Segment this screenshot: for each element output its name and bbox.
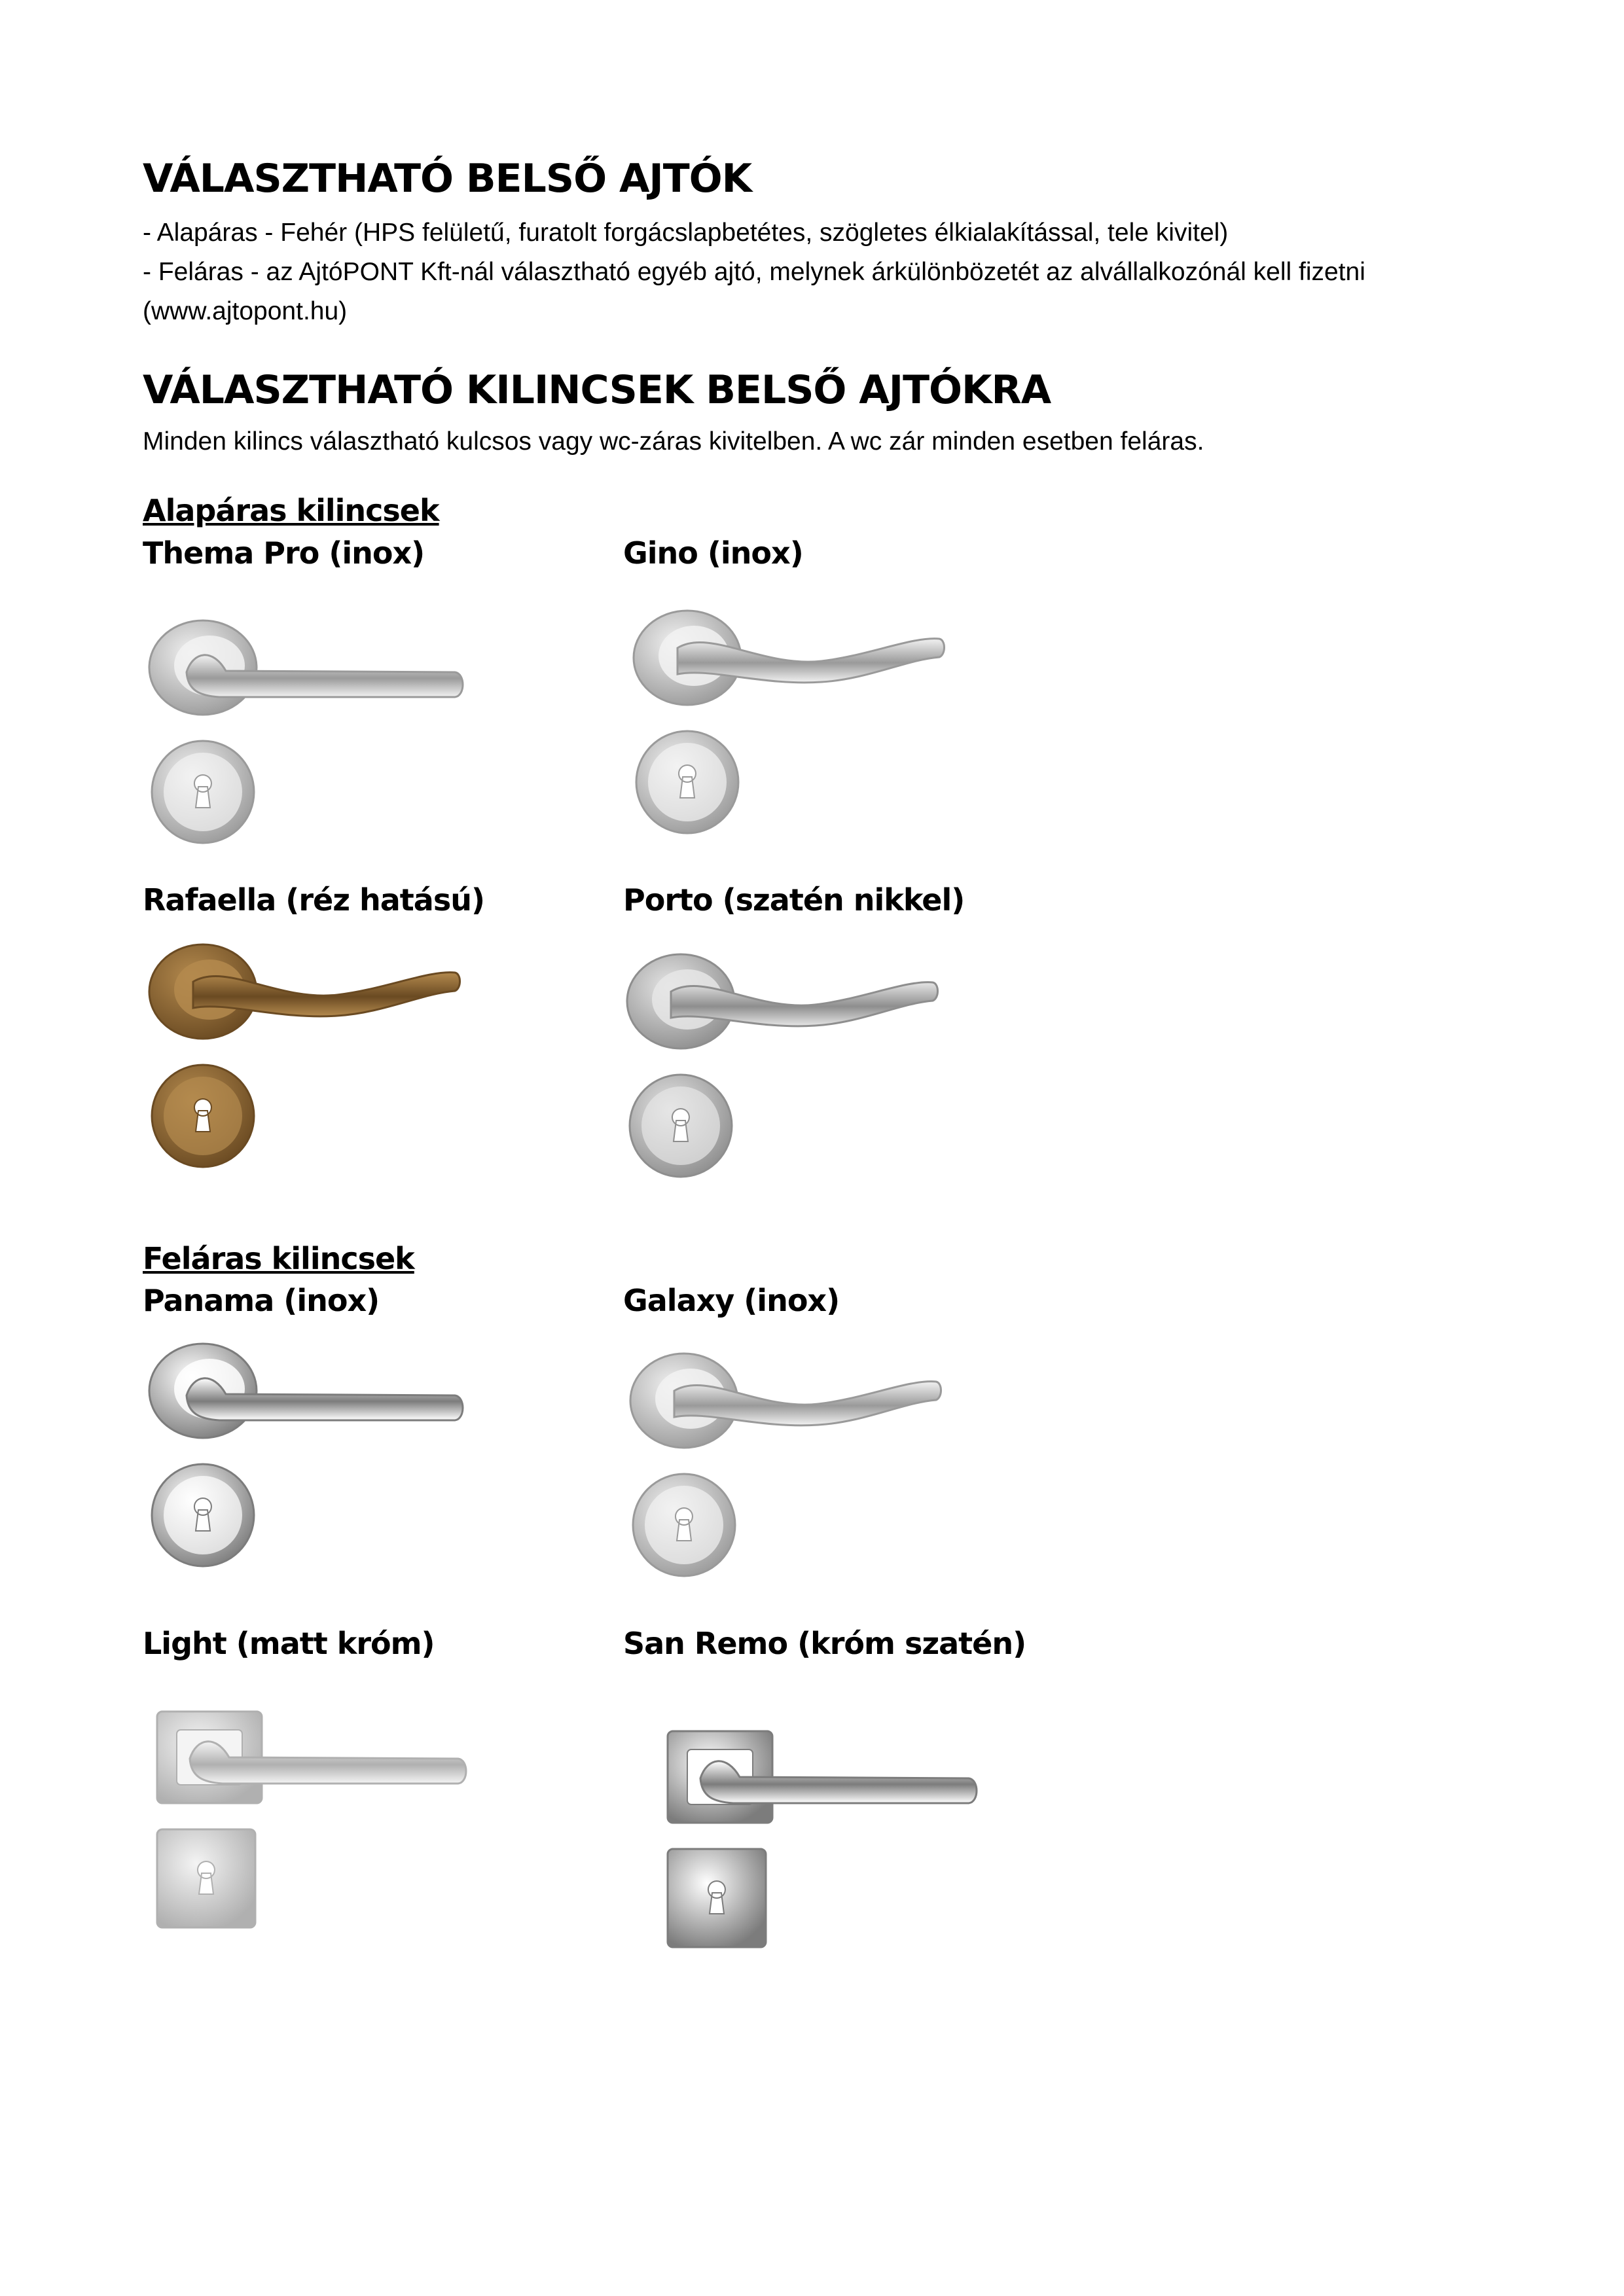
handles-note: Minden kilincs választható kulcsos vagy wc-záras kivitelben. A wc zár minden esetben feláras. xyxy=(143,427,1204,456)
doors-line-link: (www.ajtopont.hu) xyxy=(143,297,348,325)
handle-image-rafaella xyxy=(147,936,514,1178)
handle-name: Light (matt króm) xyxy=(143,1626,435,1661)
handles-title: VÁLASZTHATÓ KILINCSEK BELSŐ AJTÓKRA xyxy=(143,367,1051,413)
handle-name: Gino (inox) xyxy=(623,535,803,571)
doors-line-base: - Alapáras - Fehér (HPS felületű, furatolt forgácslapbetétes, szögletes élkialakítással, tele kivitel) xyxy=(143,219,1229,247)
handle-name: Galaxy (inox) xyxy=(623,1283,840,1318)
handle-image-thema-pro xyxy=(147,612,514,854)
handle-image-light xyxy=(151,1698,517,1941)
handle-image-panama xyxy=(147,1335,514,1577)
base-group-heading: Alapáras kilincsek xyxy=(143,493,439,528)
handle-name: Porto (szatén nikkel) xyxy=(623,882,965,918)
handle-name: Thema Pro (inox) xyxy=(143,535,425,571)
extra-group-heading: Feláras kilincsek xyxy=(143,1241,414,1276)
handle-image-san-remo xyxy=(661,1718,1028,1960)
handle-name: Panama (inox) xyxy=(143,1283,380,1318)
handle-image-galaxy xyxy=(628,1345,995,1587)
doors-title: VÁLASZTHATÓ BELSŐ AJTÓK xyxy=(143,156,752,202)
doors-line-extra: - Feláras - az AjtóPONT Kft-nál választható egyéb ajtó, melynek árkülönbözetét az alvállalkozónál kell fizetni xyxy=(143,258,1365,286)
handle-image-porto xyxy=(625,946,992,1188)
handle-name: San Remo (króm szatén) xyxy=(623,1626,1026,1661)
handle-image-gino xyxy=(632,602,998,844)
handle-name: Rafaella (réz hatású) xyxy=(143,882,484,918)
